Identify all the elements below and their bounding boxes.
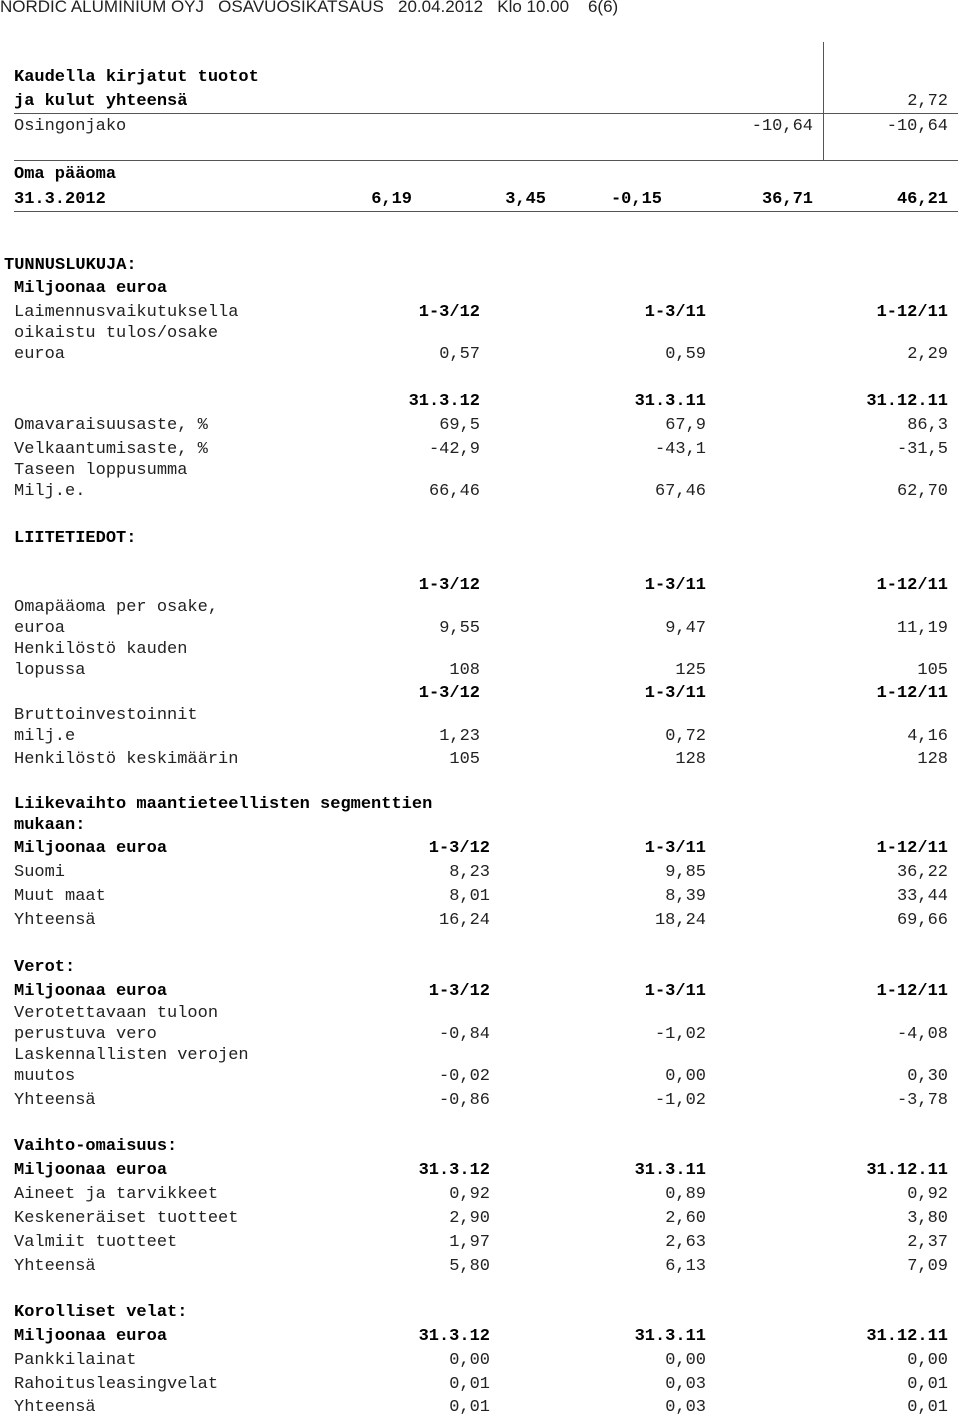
table-cell: 0,00 — [665, 1067, 706, 1086]
table-cell: 3,80 — [907, 1209, 948, 1228]
top-row3-value-3: -0,15 — [610, 190, 662, 209]
eps-label-3: euroa — [14, 345, 66, 364]
top-row3-value-4: 36,71 — [761, 190, 813, 209]
section-heading: TUNNUSLUKUJA: — [4, 256, 137, 275]
balance-total-label-1: Taseen loppusumma — [14, 461, 188, 480]
unit-label: Miljoonaa euroa — [14, 279, 168, 298]
table-cell: 1,97 — [449, 1233, 490, 1252]
table-cell: 2,90 — [449, 1209, 490, 1228]
staff-end-label-1: Henkilöstö kauden — [14, 640, 188, 659]
top-row2-value-5: -10,64 — [886, 117, 948, 136]
table-row-label: Aineet ja tarvikkeet — [14, 1185, 219, 1204]
table-row-label: Valmiit tuotteet — [14, 1233, 178, 1252]
table-cell: 69,66 — [896, 911, 948, 930]
date-header: 31.12.11 — [866, 1327, 948, 1346]
top-row3-value-1: 6,19 — [371, 190, 412, 209]
equity-ratio-label: Omavaraisuusaste, % — [14, 416, 208, 435]
avg-staff-value: 105 — [449, 750, 480, 769]
avg-staff-label: Henkilöstö keskimäärin — [14, 750, 239, 769]
staff-end-value: 125 — [675, 661, 706, 680]
table-row-label: Suomi — [14, 863, 66, 882]
table-cell: 7,09 — [907, 1257, 948, 1276]
balance-total-value: 62,70 — [896, 482, 948, 501]
date-header: 31.3.12 — [418, 1327, 490, 1346]
vertical-divider — [823, 42, 824, 160]
balance-total-value: 66,46 — [428, 482, 480, 501]
period-header: 1-12/11 — [876, 303, 948, 322]
page-header: NORDIC ALUMINIUM OYJ OSAVUOSIKATSAUS 20.04.2012 Klo 10.00 6(6) — [0, 0, 619, 16]
table-cell: 5,80 — [449, 1257, 490, 1276]
equity-per-share-value: 11,19 — [896, 619, 948, 638]
tax-label-1: Verotettavaan tuloon — [14, 1004, 219, 1023]
section-heading: LIITETIEDOT: — [14, 529, 137, 548]
period-header: 1-3/12 — [418, 576, 480, 595]
unit-label: Miljoonaa euroa — [14, 1161, 168, 1180]
top-row1-label-2: ja kulut yhteensä — [14, 92, 188, 111]
top-row3-value-5: 46,21 — [896, 190, 948, 209]
eps-label-1: Laimennusvaikutuksella — [14, 303, 239, 322]
table-cell: 0,03 — [665, 1398, 706, 1417]
table-cell: 6,13 — [665, 1257, 706, 1276]
period-header: 1-3/11 — [644, 982, 706, 1001]
divider — [14, 160, 958, 161]
divider — [14, 211, 958, 212]
table-cell: -0,86 — [438, 1091, 490, 1110]
table-cell: 16,24 — [438, 911, 490, 930]
eps-label-2: oikaistu tulos/osake — [14, 324, 219, 343]
table-cell: 0,00 — [665, 1351, 706, 1370]
table-cell: 0,92 — [907, 1185, 948, 1204]
capex-label-1: Bruttoinvestoinnit — [14, 706, 198, 725]
date-header: 31.12.11 — [866, 1161, 948, 1180]
table-cell: 2,63 — [665, 1233, 706, 1252]
table-cell: 0,00 — [449, 1351, 490, 1370]
table-cell: 2,60 — [665, 1209, 706, 1228]
period-header: 1-3/11 — [644, 576, 706, 595]
section-heading: Verot: — [14, 958, 76, 977]
equity-per-share-label-1: Omapääoma per osake, — [14, 598, 219, 617]
avg-staff-value: 128 — [675, 750, 706, 769]
gearing-value: -31,5 — [896, 440, 948, 459]
table-cell: 0,01 — [449, 1375, 490, 1394]
gearing-label: Velkaantumisaste, % — [14, 440, 208, 459]
staff-end-label-2: lopussa — [14, 661, 86, 680]
unit-label: Miljoonaa euroa — [14, 839, 168, 858]
capex-value: 4,16 — [907, 727, 948, 746]
period-header: 1-12/11 — [876, 684, 948, 703]
table-cell: -0,84 — [438, 1025, 490, 1044]
table-cell: 18,24 — [654, 911, 706, 930]
top-row3-label-1: Oma pääoma — [14, 165, 117, 184]
table-cell: 2,37 — [907, 1233, 948, 1252]
top-row3-value-2: 3,45 — [505, 190, 546, 209]
period-header: 1-3/11 — [644, 839, 706, 858]
table-row-label: Rahoitusleasingvelat — [14, 1375, 219, 1394]
unit-label: Miljoonaa euroa — [14, 1327, 168, 1346]
capex-value: 0,72 — [665, 727, 706, 746]
table-row-label: Yhteensä — [14, 1398, 96, 1417]
period-header: 1-12/11 — [876, 982, 948, 1001]
unit-label: Miljoonaa euroa — [14, 982, 168, 1001]
table-row-label: Keskeneräiset tuotteet — [14, 1209, 239, 1228]
table-cell: -1,02 — [654, 1025, 706, 1044]
eps-value: 0,57 — [439, 345, 480, 364]
equity-ratio-value: 86,3 — [907, 416, 948, 435]
eps-value: 2,29 — [907, 345, 948, 364]
table-cell: -1,02 — [654, 1091, 706, 1110]
date-header: 31.12.11 — [866, 392, 948, 411]
section-heading: Korolliset velat: — [14, 1303, 188, 1322]
top-row1-label-1: Kaudella kirjatut tuotot — [14, 68, 259, 87]
deferred-tax-label-1: Laskennallisten verojen — [14, 1046, 249, 1065]
date-header: 31.3.12 — [418, 1161, 490, 1180]
top-row2-value-4: -10,64 — [751, 117, 813, 136]
table-cell: 0,00 — [907, 1351, 948, 1370]
staff-end-value: 108 — [449, 661, 480, 680]
gearing-value: -43,1 — [654, 440, 706, 459]
period-header: 1-3/12 — [418, 684, 480, 703]
avg-staff-value: 128 — [917, 750, 948, 769]
table-cell: 0,30 — [907, 1067, 948, 1086]
balance-total-value: 67,46 — [654, 482, 706, 501]
date-header: 31.3.12 — [408, 392, 480, 411]
top-row1-value: 2,72 — [907, 92, 948, 111]
capex-value: 1,23 — [439, 727, 480, 746]
top-row2-label: Osingonjako — [14, 117, 127, 136]
staff-end-value: 105 — [917, 661, 948, 680]
table-cell: 8,39 — [665, 887, 706, 906]
period-header: 1-3/12 — [428, 839, 490, 858]
table-cell: -4,08 — [896, 1025, 948, 1044]
table-cell: 9,85 — [665, 863, 706, 882]
period-header: 1-3/12 — [418, 303, 480, 322]
balance-total-label-2: Milj.e. — [14, 482, 86, 501]
section-heading: Vaihto-omaisuus: — [14, 1137, 178, 1156]
table-cell: 8,23 — [449, 863, 490, 882]
equity-per-share-value: 9,47 — [665, 619, 706, 638]
table-cell: 0,03 — [665, 1375, 706, 1394]
table-cell: 33,44 — [896, 887, 948, 906]
table-row-label: Yhteensä — [14, 1257, 96, 1276]
divider — [14, 113, 958, 114]
table-cell: -0,02 — [438, 1067, 490, 1086]
table-cell: 0,01 — [907, 1375, 948, 1394]
capex-label-2: milj.e — [14, 727, 76, 746]
table-cell: 0,01 — [449, 1398, 490, 1417]
equity-ratio-value: 67,9 — [665, 416, 706, 435]
period-header: 1-3/12 — [428, 982, 490, 1001]
table-cell: 0,89 — [665, 1185, 706, 1204]
equity-ratio-value: 69,5 — [439, 416, 480, 435]
table-cell: 0,01 — [907, 1398, 948, 1417]
table-cell: -3,78 — [896, 1091, 948, 1110]
eps-value: 0,59 — [665, 345, 706, 364]
date-header: 31.3.11 — [634, 392, 706, 411]
table-row-label: Muut maat — [14, 887, 106, 906]
table-cell: 36,22 — [896, 863, 948, 882]
deferred-tax-label-2: muutos — [14, 1067, 76, 1086]
table-cell: 8,01 — [449, 887, 490, 906]
table-row-label: Pankkilainat — [14, 1351, 137, 1370]
period-header: 1-3/11 — [644, 303, 706, 322]
table-cell: 0,92 — [449, 1185, 490, 1204]
equity-per-share-value: 9,55 — [439, 619, 480, 638]
date-header: 31.3.11 — [634, 1327, 706, 1346]
equity-per-share-label-2: euroa — [14, 619, 66, 638]
section-heading: Liikevaihto maantieteellisten segmenttien — [14, 795, 433, 814]
period-header: 1-12/11 — [876, 839, 948, 858]
tax-total-label: Yhteensä — [14, 1091, 96, 1110]
date-header: 31.3.11 — [634, 1161, 706, 1180]
table-row-label: Yhteensä — [14, 911, 96, 930]
top-row3-label-2: 31.3.2012 — [14, 190, 106, 209]
gearing-value: -42,9 — [428, 440, 480, 459]
tax-label-2: perustuva vero — [14, 1025, 157, 1044]
period-header: 1-12/11 — [876, 576, 948, 595]
period-header: 1-3/11 — [644, 684, 706, 703]
section-heading-2: mukaan: — [14, 816, 86, 835]
